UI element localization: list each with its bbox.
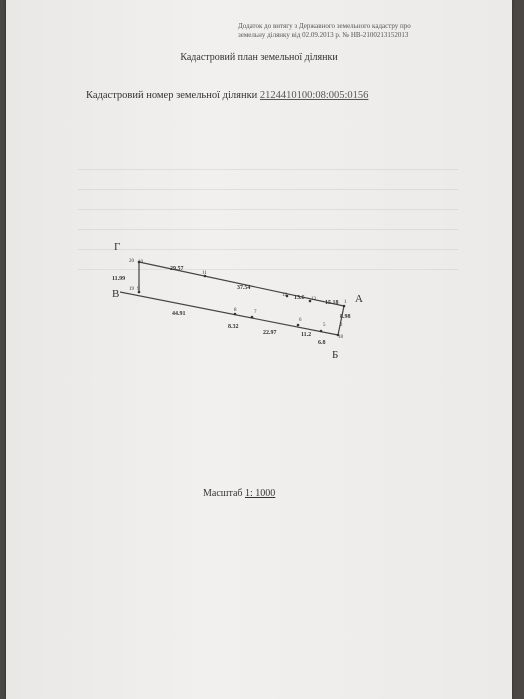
scale-line: [203, 488, 275, 499]
point-marker: [251, 316, 254, 319]
length-top-2: 37.54: [237, 285, 251, 291]
scale-label: Масштаб: [203, 488, 243, 499]
point-number: 9: [137, 287, 140, 292]
point-number: 18: [338, 335, 343, 340]
point-number: 11: [202, 271, 207, 276]
document-sheet: [6, 0, 512, 699]
length-top-1: 29.57: [170, 266, 184, 272]
point-number: 13: [311, 297, 316, 302]
point-number: 6: [299, 318, 302, 323]
corner-label-g: Г: [114, 241, 121, 253]
point-number: 7: [254, 310, 257, 315]
header-note-line-1: Додаток до витягу з Державного земельного кадастру про: [238, 22, 411, 30]
point-number: 5: [323, 323, 326, 328]
header-note-line-2: земельну ділянку від 02.09.2013 р. № НВ-2100213152013: [238, 31, 409, 39]
point-marker: [343, 305, 346, 308]
point-marker: [234, 313, 237, 316]
length-g-v: 11.99: [112, 276, 126, 282]
point-number: 2: [340, 323, 343, 328]
length-top-4: 15.18: [325, 300, 339, 306]
point-number: 8: [234, 308, 237, 313]
boundary-a-b: [338, 306, 344, 335]
length-bottom-4: 11.2: [301, 332, 312, 338]
point-number: 12: [282, 293, 287, 298]
cadastral-number-value: 2124410100:08:005:0156: [259, 90, 369, 101]
length-bottom-2: 8.32: [228, 324, 239, 330]
corner-label-a: А: [355, 293, 363, 305]
point-number: 1: [344, 300, 347, 305]
point-number: 19: [129, 287, 134, 292]
scale-value: 1: 1000: [245, 488, 276, 499]
length-bottom-3: 22.97: [263, 330, 277, 336]
length-bottom-5: 6.8: [318, 340, 326, 346]
corner-label-b: Б: [332, 349, 339, 361]
point-number: 20: [129, 259, 134, 264]
length-a-b: 8.98: [340, 314, 351, 320]
point-marker: [320, 330, 323, 333]
length-top-3: 13.6: [294, 295, 305, 301]
page-title: Кадастровий план земельної ділянки: [180, 52, 338, 63]
point-number: 10: [138, 260, 143, 265]
cadastral-number-label: Кадастровий номер земельної ділянки: [86, 90, 258, 101]
parcel-plan: [6, 0, 512, 699]
length-bottom-1: 44.91: [172, 311, 186, 317]
point-marker: [297, 324, 300, 327]
corner-label-v: В: [112, 288, 120, 300]
